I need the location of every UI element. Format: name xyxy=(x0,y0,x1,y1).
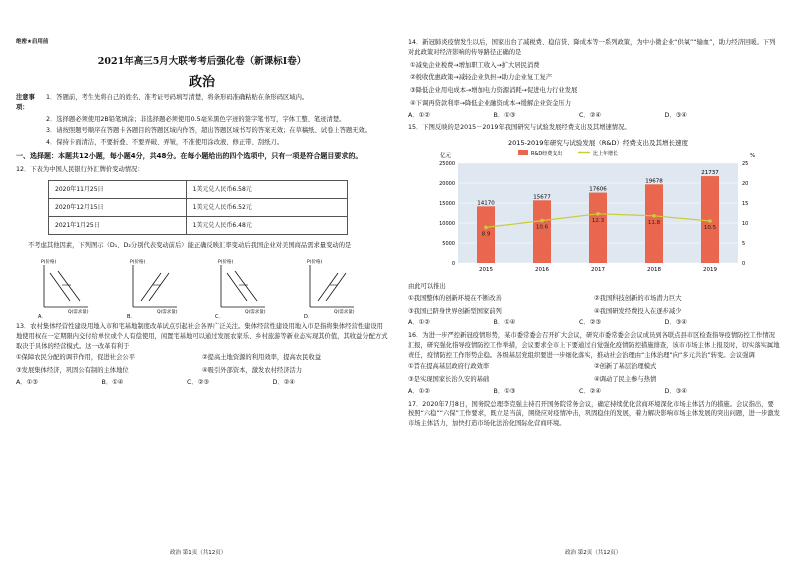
bar-value-label: 17606 xyxy=(589,186,607,193)
question-16 xyxy=(408,331,780,397)
answer-option[interactable]: B．①④ xyxy=(493,319,516,327)
x-tick-label: 2019 xyxy=(703,267,717,273)
question-13 xyxy=(16,322,388,388)
right-column xyxy=(408,38,780,429)
note-item: 2．选择题必须使用2B铅笔填涂；非选择题必须使用0.5毫米黑色字迹的签字笔书写，字体工整、笔迹清楚。 xyxy=(46,115,346,123)
table-cell: 1美元兑人民币6.52元 xyxy=(186,199,347,217)
graph-option-a xyxy=(38,255,100,319)
statement-list xyxy=(16,353,388,376)
exam-title: 2021年高三5月大联考考后强化卷（新课标Ⅰ卷） xyxy=(97,56,307,67)
y-axis-label-right: % xyxy=(750,153,756,159)
graph-option-d xyxy=(304,255,366,319)
x-tick-label: 2015 xyxy=(479,267,493,273)
axis-label-q: Q(需求量) xyxy=(333,310,355,316)
answer-option[interactable]: C．②③ xyxy=(187,378,209,386)
growth-point xyxy=(540,219,544,223)
statement-list xyxy=(408,362,780,385)
table-cell: 2020年11月25日 xyxy=(49,181,187,199)
x-tick-label: 2016 xyxy=(535,267,549,273)
option-label: D． xyxy=(303,314,313,320)
exchange-rate-table xyxy=(48,180,348,235)
answer-option[interactable]: A．①② xyxy=(408,319,430,327)
axis-label-p: P(价格) xyxy=(129,260,145,266)
table-row xyxy=(49,181,348,199)
left-column xyxy=(16,93,388,388)
table-row xyxy=(49,199,348,217)
rd-chart xyxy=(408,135,780,282)
statement: ③发展集体经济，巩固公有制的主体地位 xyxy=(16,367,129,375)
answer-option[interactable]: C．②③ xyxy=(579,319,601,327)
option-label: A． xyxy=(38,314,47,320)
statement: ④调动了民主参与热情 xyxy=(594,376,657,383)
growth-point xyxy=(484,226,488,230)
axis-label-p: P(价格) xyxy=(41,260,57,266)
table-cell: 2020年12月15日 xyxy=(49,199,187,217)
growth-value-label: 11.8 xyxy=(647,219,661,226)
question-stem: 17．2020年7月8日，国务院总理李克强主持召开国务院常务会议，确定持续优化营商环境深化市场主体活力的措施。会议指出，要按照“六稳”“六保”工作要求，既立足当前，围绕应对疫情冲击，巩固稳住的发展，着力解决影响市场主体发展的突出问题，进一步激发市场主体活力，加快打造市场化法治化国际化营商环境。 xyxy=(408,400,780,427)
statement: ④吸引外部资本，激发农村经济活力 xyxy=(202,367,303,375)
answer-option[interactable]: A．①③ xyxy=(16,378,38,386)
y-tick-right: 25 xyxy=(742,161,749,167)
legend-label-bars: R&D经费支出 xyxy=(531,151,563,157)
statement: ③我国已跻身世界创新型国家前列 xyxy=(408,307,502,315)
statement: ④下调再贷款利率→降低企业融资成本→缓解企业资金压力 xyxy=(410,99,572,107)
y-tick-left: 25000 xyxy=(439,161,455,167)
statement: ④我国研发经费投入在逐步减少 xyxy=(594,307,682,315)
growth-point xyxy=(708,219,712,223)
axis-label-q: Q(需求量) xyxy=(245,310,266,316)
y-tick-left: 0 xyxy=(451,261,455,267)
answer-option[interactable]: B．①③ xyxy=(493,387,516,395)
chart-title: 2015-2019年研究与试验发展（R&D）经费支出及其增长速度 xyxy=(507,139,689,147)
confidential-stamp: 绝密★启用前 xyxy=(16,39,49,45)
graph-option-c xyxy=(215,255,277,319)
statement: ②税收优惠政策→减轻企业负担→助力企业复工复产 xyxy=(410,74,553,82)
answer-option[interactable]: D．③④ xyxy=(664,111,687,119)
y-tick-right: 15 xyxy=(742,201,749,207)
subject-title: 政治 xyxy=(188,75,215,90)
y-tick-right: 0 xyxy=(742,261,746,267)
y-tick-left: 5000 xyxy=(442,241,455,247)
question-17 xyxy=(408,400,780,429)
table-cell: 2021年1月25日 xyxy=(49,217,187,235)
question-12 xyxy=(16,165,388,320)
statement: ①旨在提高基层政府行政效率 xyxy=(408,363,490,371)
question-text: 不考虑其他因素，下列图示（D₁、D₂分别代表变动前后）能正确反映汇率变动后我国企业对美国商品需求量变动的是 xyxy=(28,242,352,250)
bar xyxy=(589,193,607,263)
graph-option-b xyxy=(127,255,189,319)
question-stem: 14．新冠肺炎疫情发生以后，国家出台了减税费、稳信贷、降成本等一系列政策，为中小微企业“供氧”“输血”，助力经济回暖。下列对此政策对经济影响的传导路径正确的是 xyxy=(408,39,776,56)
page-footer-right: 政治 第2页（共12页） xyxy=(565,550,622,557)
question-stem: 15．下图反映的是2015－2019年我国研究与试验发展经费支出及其增速情况。 xyxy=(408,124,631,132)
y-tick-right: 5 xyxy=(742,241,746,247)
statement: ①减免企业税费→增加职工收入→扩大居民消费 xyxy=(410,61,540,69)
answer-options xyxy=(16,378,388,388)
statement: ②提高土地资源的利用效率，提高农民收益 xyxy=(202,354,321,362)
section-heading: 一、选择题：本题共12小题，每小题4分，共48分。在每小题给出的四个选项中，只有一项是符合题目要求的。 xyxy=(16,151,363,160)
legend-label-line: 比上年增长 xyxy=(593,151,619,157)
question-stem: 12．下表为中国人民银行外汇牌价变动情况： xyxy=(16,165,144,173)
statement-list xyxy=(408,294,780,317)
y-axis-label-left: 亿元 xyxy=(440,153,452,159)
growth-point xyxy=(652,214,656,218)
bar xyxy=(533,200,551,263)
y-tick-left: 20000 xyxy=(439,181,455,187)
answer-options xyxy=(408,318,780,328)
statement: ①我国整体的创新环境在不断改善 xyxy=(408,294,502,302)
axis-label-q: Q(需求量) xyxy=(156,310,178,316)
note-item xyxy=(16,93,388,113)
table-row xyxy=(49,217,348,235)
question-text: 由此可以推出 xyxy=(408,283,446,290)
page-footer-left: 政治 第1页（共12页） xyxy=(170,550,227,557)
y-tick-left: 15000 xyxy=(439,201,455,207)
x-tick-label: 2018 xyxy=(647,267,661,273)
y-tick-left: 10000 xyxy=(439,221,455,227)
axis-label-p: P(价格) xyxy=(306,260,323,266)
x-tick-label: 2017 xyxy=(591,267,605,273)
question-stem: 16．为进一步严控新冠疫情形势，某市委常委会召开扩大会议，研究市委常委会会议成员到各联点县市区检查指导疫情防控工作情况汇报，研究强化指导疫情防控工作举措，会议要求全市上下要通过自觉强化疫情防控措施排查，该市市场主体上报及时，切实落实属地责任，疫情防控工作形势企稳。各级基层党组织要进一步细化落实，推动社会治理由“主体治理”向“多元共治”转变。会议强调 xyxy=(408,332,780,359)
bar-value-label: 19678 xyxy=(645,178,663,185)
statement: ③是实现国家长治久安的基础 xyxy=(408,376,490,383)
bar-value-label: 15677 xyxy=(533,194,551,201)
option-label: C． xyxy=(215,314,224,320)
table-cell: 1美元兑人民币6.58元 xyxy=(186,181,347,199)
legend-swatch-bars xyxy=(518,150,528,155)
table-cell: 1美元兑人民币6.48元 xyxy=(186,217,347,235)
question-15 xyxy=(408,123,780,328)
answer-option[interactable]: A．①② xyxy=(408,111,430,119)
answer-option[interactable]: D．③④ xyxy=(664,319,687,327)
question-14 xyxy=(408,38,780,120)
answer-option[interactable]: C．②④ xyxy=(579,387,601,395)
note-item: 4．保持卡面清洁，不要折叠、不要弄破、弄皱，不准使用涂改液、修正带、刮纸刀。 xyxy=(46,139,283,146)
axis-label-p: P(价格) xyxy=(218,260,234,266)
answer-option[interactable]: D．③④ xyxy=(664,387,687,395)
note-text: 1．答题前，考生先将自己的姓名、准考证号码填写清楚，将条形码准确粘贴在条形码区域内。 xyxy=(46,94,309,101)
statement: ②我国科技创新的市场潜力巨大 xyxy=(594,294,682,302)
growth-value-label: 8.9 xyxy=(481,231,491,238)
statement: ①保障农民分配的调节作用，促进社会公平 xyxy=(16,354,135,362)
answer-options xyxy=(408,111,780,121)
y-tick-right: 10 xyxy=(742,221,749,227)
note-item: 3．请按照题号顺序在答题卡各题目的答题区域内作答，超出答题区域书写的答案无效；在草稿纸、试卷上答题无效。 xyxy=(46,127,372,135)
answer-options xyxy=(408,387,780,397)
growth-value-label: 10.6 xyxy=(535,224,549,231)
rd-chart-svg xyxy=(408,135,780,282)
answer-option[interactable]: C．②④ xyxy=(579,111,601,119)
question-stem: 13．农村集体经营性建设用地入市和宅基地制度改革试点引起社会各界广泛关注。集体经营性建设用地入市是指将集体经营性建设用地使用权在一定期限内交付给单位或个人有偿使用，闲置宅基地可以通过发展农家乐、乡村旅游等新业态实现其价值，其收益分配方式取决于具体的经营模式。这一改革有利于 xyxy=(16,323,388,350)
growth-point xyxy=(596,212,600,216)
demand-graphs xyxy=(16,255,388,319)
bar-value-label: 14170 xyxy=(477,200,495,207)
answer-option[interactable]: B．①④ xyxy=(101,378,124,386)
axis-label-q: Q(需求量) xyxy=(68,310,89,316)
growth-value-label: 10.5 xyxy=(703,225,717,231)
answer-option[interactable]: D．②④ xyxy=(272,378,295,386)
bar-value-label: 21737 xyxy=(701,170,719,177)
growth-value-label: 12.3 xyxy=(591,217,605,224)
y-tick-right: 20 xyxy=(742,181,749,187)
answer-option[interactable]: B．①③ xyxy=(493,111,516,119)
statement: ③降低企业用电成本→增加电力资源消耗→促进电力行业发展 xyxy=(410,87,578,94)
answer-option[interactable]: A．①② xyxy=(408,387,430,395)
statement: ②创新了基层治理模式 xyxy=(594,363,657,371)
option-label: B． xyxy=(126,314,136,320)
notes-label: 注意事项： xyxy=(16,94,35,111)
